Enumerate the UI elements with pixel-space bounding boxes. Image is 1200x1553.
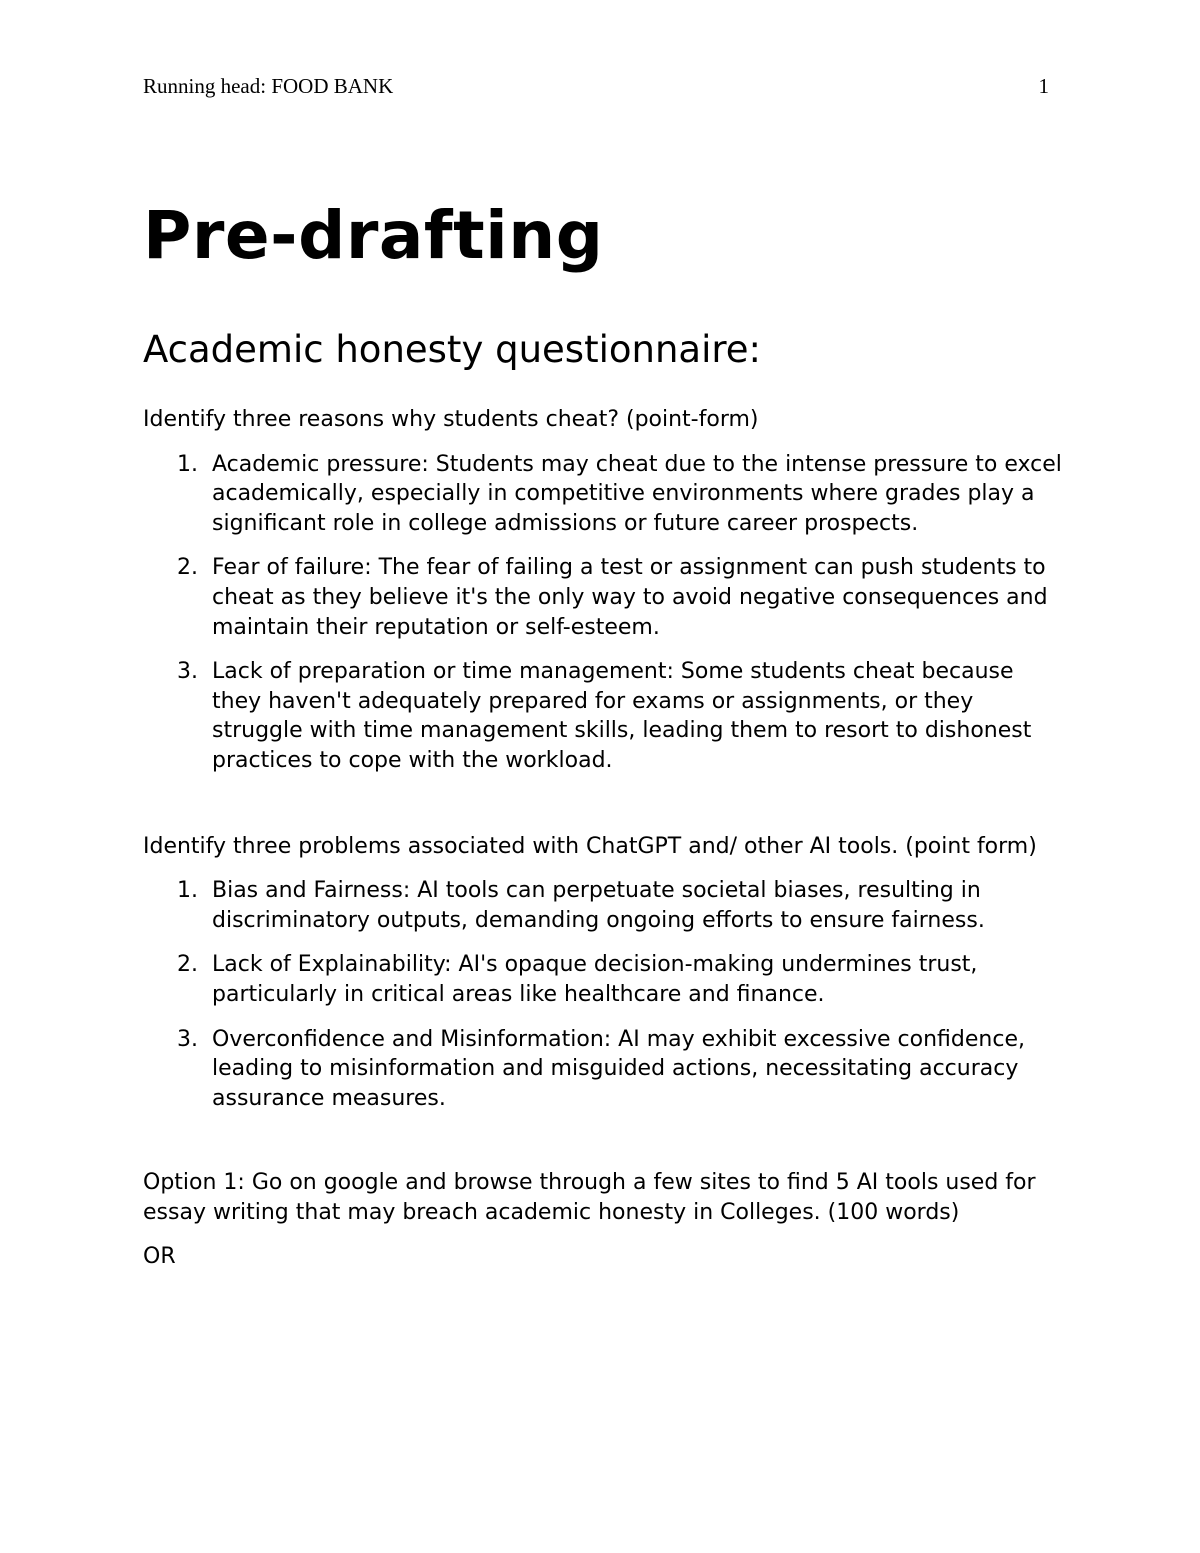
list-item xyxy=(143,950,1068,1009)
list-item-text: Fear of failure: The fear of failing a test or assignment can push students to cheat as they believe it's the only way to avoid negative consequences and maintain their reputation or self-esteem. xyxy=(212,555,1048,640)
list-item-number: 3. xyxy=(177,659,198,685)
list-item-text: Lack of preparation or time management: Some students cheat because they haven't adequately prepared for exams or assignments, or they struggle with time management skills, leading them to resort to dishonest practices to cope with the workload. xyxy=(212,659,1032,773)
list-item-number: 3. xyxy=(177,1026,198,1052)
list-item-number: 2. xyxy=(177,555,198,581)
list-item xyxy=(143,1025,1068,1114)
list-item xyxy=(143,450,1068,539)
list-item-number: 1. xyxy=(177,451,198,477)
page-number: 1 xyxy=(1038,74,1049,98)
section-heading: Academic honesty questionnaire: xyxy=(143,328,761,371)
list-item-number: 2. xyxy=(177,952,198,978)
list-item-text: Academic pressure: Students may cheat due to the intense pressure to excel academically, especially in competitive environments where grades play a significant role in college admissions or future career prospects. xyxy=(212,451,1062,536)
or-separator: OR xyxy=(143,1244,176,1270)
question-1-prompt: Identify three reasons why students cheat? (point-form) xyxy=(143,407,759,432)
question-2-prompt: Identify three problems associated with ChatGPT and/ other AI tools. (point form) xyxy=(143,833,1037,859)
list-item-text: Lack of Explainability: AI's opaque decision-making undermines trust, particularly in critical areas like healthcare and finance. xyxy=(212,952,978,1007)
page-title: Pre-drafting xyxy=(143,197,604,274)
list-item xyxy=(143,553,1068,642)
option-1-prompt: Option 1: Go on google and browse through a few sites to find 5 AI tools used for essay writing that may breach academic honesty in Colleges. (100 words) xyxy=(143,1170,1036,1225)
list-item-text: Bias and Fairness: AI tools can perpetuate societal biases, resulting in discriminatory outputs, demanding ongoing efforts to ensure fairness. xyxy=(212,878,985,933)
running-head xyxy=(143,72,1049,100)
running-head-text: Running head: FOOD BANK xyxy=(143,74,394,98)
list-item xyxy=(143,876,1068,935)
question-2-answer-list xyxy=(143,876,1068,1113)
list-item-number: 1. xyxy=(177,878,198,904)
question-1-answer-list xyxy=(143,450,1068,776)
list-item-text: Overconfidence and Misinformation: AI may exhibit excessive confidence, leading to misinformation and misguided actions, necessitating accuracy assurance measures. xyxy=(212,1026,1025,1111)
document-body xyxy=(143,196,1068,1272)
list-item xyxy=(143,657,1068,775)
